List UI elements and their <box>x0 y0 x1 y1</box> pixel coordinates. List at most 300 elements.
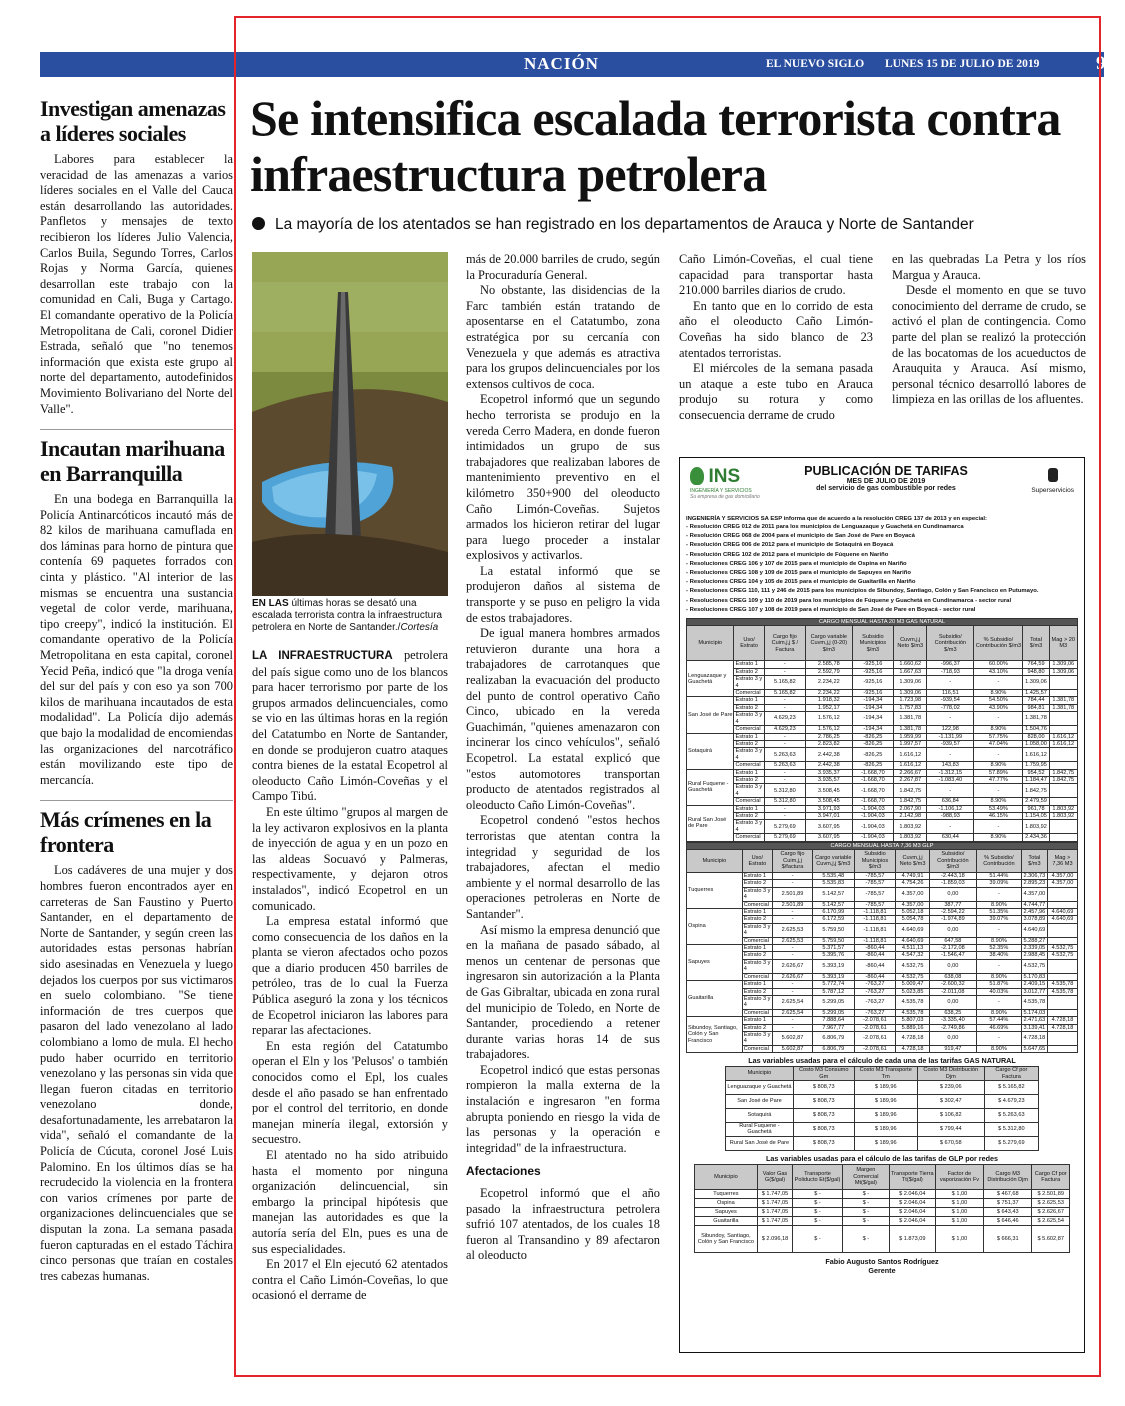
table-cell: - <box>772 880 812 887</box>
table-cell: - <box>772 873 812 880</box>
table-cell: Estrato 2 <box>742 916 772 923</box>
table-cell: 948,80 <box>1023 668 1049 675</box>
table-header-cell: Cargo variable Cuvm,j,j (0-20) $/m3 <box>806 626 853 661</box>
table-cell: - <box>764 805 805 812</box>
table-cell <box>1047 923 1077 937</box>
table-cell: -1.118,81 <box>854 937 896 944</box>
table-cell: 0,00 <box>929 995 976 1009</box>
table-header-cell: Subsidio/ Contribución $/m3 <box>929 850 976 873</box>
table-row <box>687 820 1078 834</box>
table-cell: $ 189,96 <box>854 1080 917 1094</box>
table-cell: $ - <box>793 1207 843 1216</box>
table-cell: Comercial <box>734 690 764 697</box>
table-row <box>687 697 1078 704</box>
table-header-cell: Cuvm,j,j Neto $/m3 <box>894 626 927 661</box>
table-cell: 46.15% <box>974 812 1023 819</box>
table-cell: 5.279,69 <box>764 834 805 841</box>
table-header-cell: Transporte Poliducto Et($/gal) <box>793 1164 843 1189</box>
brief-1-body: Labores para establecer la veracidad de las amenazas a varios líderes sociales en el Valle del Cauca están desarrollando las autoridades. Panfletos y mensajes de texto recibieron los líderes Julio Valencia, Carlos Buila, Segundo Torres, Carlos Rojas y Norma García, quienes desarrollan este trabajo con la comunidad en Cali, Buga y Cartago. El comandante operativo de la Policía Metropolitana de Cali, coronel Didier Estrada, señaló que "no tenemos información que exista este grupo al norte del departamento, autodefinidos Movimiento Bolivariano del Norte del Valle". <box>40 152 233 416</box>
table-cell: 2.409,15 <box>1021 981 1047 988</box>
table-cell: 4.728,18 <box>1047 1017 1077 1024</box>
table-cell: $ 751,37 <box>984 1198 1032 1207</box>
table-header-cell: Cargo M3 Distribución Djm <box>984 1164 1032 1189</box>
table-cell: $ - <box>842 1216 889 1225</box>
table-cell: - <box>974 748 1023 762</box>
table-cell: -1.904,03 <box>852 820 894 834</box>
table-cell: Lenguazaque y Guachetá <box>687 661 734 697</box>
table-cell: $ - <box>793 1198 843 1207</box>
table-row <box>687 1017 1078 1024</box>
column-2-subhead: Afectaciones <box>466 1164 541 1179</box>
table-header-cell: Uso/ Estrato <box>742 850 772 873</box>
main-headline: Se intensifica escalada terrorista contra infraestructura petrolera <box>250 90 1061 202</box>
table-cell: $ 808,73 <box>793 1094 854 1108</box>
table-cell: $ 2.046,04 <box>889 1189 935 1198</box>
table-cell: -2.749,86 <box>929 1024 976 1031</box>
table-cell: $ - <box>793 1216 843 1225</box>
table-cell: $ 5.312,80 <box>984 1122 1038 1136</box>
table-cell: 51.87% <box>977 981 1022 988</box>
table-header-cell: % Subsidio/ Contribución $/m3 <box>974 626 1023 661</box>
table-header-cell: Municipio <box>687 850 743 873</box>
ad-title-block <box>786 464 986 492</box>
table-cell: Comercial <box>734 834 764 841</box>
column-1-paragraph: La empresa estatal informó que como consecuencia de los daños en la planta se vieron afectados ocho pozos que a diario producen 450 barriles de petróleo, tras de lo cual la Fuerza Pública aseguró la zona y los técnicos de Ecopetrol iniciaron las labores para reparar las afectaciones. <box>252 914 448 1038</box>
table-cell: -2.594,22 <box>929 909 976 916</box>
table-cell: -1.118,81 <box>854 916 896 923</box>
table-cell: 4.629,23 <box>764 726 805 733</box>
table-cell: 5.535,48 <box>813 873 855 880</box>
table-cell: 47.77% <box>974 776 1023 783</box>
table-cell: -1.106,12 <box>927 805 974 812</box>
table-cell <box>1049 784 1077 798</box>
table-cell: 2.339,05 <box>1021 945 1047 952</box>
table-cell: 1.616,12 <box>1049 740 1077 747</box>
table-cell: -1.546,47 <box>929 952 976 959</box>
table-cell: - <box>927 748 974 762</box>
table-cell: 47.04% <box>974 740 1023 747</box>
table-cell: $ 1.747,05 <box>757 1216 792 1225</box>
superservicios-icon <box>1048 468 1058 482</box>
table-cell: - <box>764 776 805 783</box>
table-cell: $ 2.501,89 <box>1032 1189 1070 1198</box>
table-cell: $ 302,47 <box>917 1094 984 1108</box>
table-cell: 1.425,57 <box>1023 690 1049 697</box>
table-cell: 1.381,78 <box>1049 697 1077 704</box>
table-cell: - <box>974 676 1023 690</box>
column-1-paragraph: En este último "grupos al margen de la ley activaron explosivos en la planta de inyección de agua y en un pozo en las aldeas Socuavó y Palmeras, respectivamente, y dejaron otros instalados", indicó Ecopetrol en un comunicado. <box>252 804 448 913</box>
table-header-cell: Subsidio Municipios $/m3 <box>854 850 896 873</box>
table-cell: - <box>974 712 1023 726</box>
table-cell: 57.89% <box>974 769 1023 776</box>
table-cell: 143,83 <box>927 762 974 769</box>
table-cell: 1.660,62 <box>894 661 927 668</box>
brief-3-body: Los cadáveres de una mujer y dos hombres fueron encontrados ayer en carreteras de San Faustino y Puerto Santander, en el departamento de Norte de Santander, y según creen las autoridades estas personas habrían sido asesinadas en Venezuela y luego dejados los cuerpos por sus victimaros en suelo colombiano. "Se tiene información de tres cuerpos que pasaron del lado venezolano al lado colombiano a lomo de mula. El hecho pudo haber ocurrido en territorio venezolano y las personas sin vida que llegan fueron citadas en territorio venezolano donde, desafortunadamente, les arrebataron la vida", señaló el comandante de la Policía de Cúcuta, coronel José Luis Palomino. En los últimos días se ha recrudecido la violencia en la frontera con varios crímenes por parte de organizaciones delincuenciales que se disputan la zona. La semana pasada fueron capturadas en el estado Táchira cinco personas que traían en costales tres cabezas humanas. <box>40 863 233 1283</box>
table-cell: 39.07% <box>977 916 1022 923</box>
table-row <box>687 661 1078 668</box>
table-header-cell: Costo M3 Consumo Gm <box>793 1067 854 1081</box>
table-cell: - <box>977 1031 1022 1045</box>
table-cell: 3.508,45 <box>806 784 853 798</box>
table-row <box>687 1031 1078 1045</box>
table-cell: 1.184,47 <box>1023 776 1049 783</box>
table-header-cell: Valor Gas G($/gal) <box>757 1164 792 1189</box>
table-cell: $ 1.747,05 <box>757 1207 792 1216</box>
table-cell: 8.90% <box>977 1045 1022 1052</box>
table-cell: -2.078,61 <box>854 1045 896 1052</box>
table-cell: Estrato 2 <box>734 704 764 711</box>
table-cell: 2.442,38 <box>806 762 853 769</box>
table-row <box>687 923 1078 937</box>
table-cell: 2.142,98 <box>894 812 927 819</box>
table-row <box>687 901 1078 908</box>
table-cell: 5.165,82 <box>764 676 805 690</box>
table-cell: 5.889,16 <box>896 1024 929 1031</box>
table-row <box>687 1045 1078 1052</box>
table-cell: 2.626,67 <box>772 973 812 980</box>
table-header-cell: Costo M3 Distribución Djm <box>917 1067 984 1081</box>
table-cell: - <box>927 676 974 690</box>
table-cell <box>1047 937 1077 944</box>
table-cell: Estrato 3 y 4 <box>735 676 763 689</box>
table-cell: 8.90% <box>977 937 1022 944</box>
table-cell: - <box>927 820 974 834</box>
table-cell: Comercial <box>742 973 772 980</box>
table-header-cell: Cargo fijo Cuim,j,j $ / Factura <box>764 626 805 661</box>
table-cell: - <box>764 697 805 704</box>
table-cell: 2.234,22 <box>806 676 853 690</box>
regulation-item: - Resoluciones CREG 106 y 107 de 2015 para el municipio de Ospina en Nariño <box>686 560 907 567</box>
table-cell: -1.668,70 <box>852 776 894 783</box>
table-cell: 2.625,54 <box>772 1009 812 1016</box>
table-row <box>694 1216 1069 1225</box>
table-row <box>687 740 1078 747</box>
table-cell: 4.532,75 <box>896 973 929 980</box>
table-cell: Ospina <box>694 1198 757 1207</box>
table-cell: Estrato 1 <box>742 873 772 880</box>
table-cell: -785,57 <box>854 887 896 901</box>
table-cell <box>1049 748 1077 762</box>
table-cell: $ - <box>842 1225 889 1252</box>
table-cell: 984,81 <box>1023 704 1049 711</box>
table-row <box>687 937 1078 944</box>
table-cell: Estrato 3 y 4 <box>743 887 771 901</box>
table-caption: CARGO MENSUAL HASTA 7,36 M3 GLP <box>687 842 1078 849</box>
table-cell: 2.823,82 <box>806 740 853 747</box>
table-cell: -939,57 <box>927 740 974 747</box>
table-cell: 5.535,83 <box>813 880 855 887</box>
table-cell: 1.842,75 <box>1049 776 1077 783</box>
variables-gas-caption: Las variables usadas para el cálculo de cada una de las tarifas GAS NATURAL <box>748 1056 1016 1066</box>
table-cell: 2.786,25 <box>806 733 853 740</box>
brief-3-title: Más crímenes en la frontera <box>40 807 212 858</box>
table-cell: Comercial <box>742 1009 772 1016</box>
table-row <box>687 873 1078 880</box>
table-cell <box>1047 887 1077 901</box>
pipeline-photo <box>252 252 448 596</box>
table-cell: Estrato 1 <box>734 697 764 704</box>
table-cell: 53.49% <box>974 805 1023 812</box>
table-cell: 5.263,63 <box>764 748 805 762</box>
table-cell: 1.381,78 <box>894 712 927 726</box>
table-cell: 1.803,92 <box>894 834 927 841</box>
gas-natural-tariff-table <box>686 618 1078 842</box>
table-cell: 2.266,67 <box>894 769 927 776</box>
table-cell: -860,44 <box>854 959 896 973</box>
regulation-item: - Resoluciones CREG 104 y 105 de 2015 para el municipio de Guaitarilla en Nariño <box>686 579 916 586</box>
table-header-cell: Municipio <box>694 1164 757 1189</box>
table-cell: -1.118,81 <box>854 909 896 916</box>
brief-divider <box>40 800 233 801</box>
table-cell: 1.616,12 <box>1023 748 1049 762</box>
table-cell: Comercial <box>742 937 772 944</box>
table-cell <box>1047 959 1077 973</box>
table-cell: 5.023,85 <box>896 988 929 995</box>
table-cell: 961,78 <box>1023 805 1049 812</box>
table-cell: - <box>977 959 1022 973</box>
table-cell: 2.988,45 <box>1021 952 1047 959</box>
table-cell: 1.759,95 <box>1023 762 1049 769</box>
table-cell: $ 2.046,04 <box>889 1207 935 1216</box>
table-row <box>726 1122 1039 1136</box>
table-cell: 5.371,57 <box>813 945 855 952</box>
table-cell: 8.90% <box>974 690 1023 697</box>
table-header-cell: Total $/m3 <box>1023 626 1049 661</box>
table-cell: - <box>974 784 1023 798</box>
table-cell: 2.625,53 <box>772 937 812 944</box>
caption-lead: EN LAS <box>252 598 289 609</box>
table-cell <box>1049 712 1077 726</box>
table-cell: 1.381,78 <box>1023 712 1049 726</box>
table-cell: 828,00 <box>1023 733 1049 740</box>
table-cell: 4.754,26 <box>896 880 929 887</box>
table-cell: 60.00% <box>974 661 1023 668</box>
table-cell: 1.616,12 <box>894 748 927 762</box>
table-header-cell: Costo M3 Transporte Tm <box>854 1067 917 1081</box>
table-cell: - <box>772 981 812 988</box>
table-row <box>687 887 1078 901</box>
table-cell: 4.535,78 <box>1047 988 1077 995</box>
article-column-1 <box>252 648 448 1304</box>
column-3-paragraph: El miércoles de la semana pasada un ataque a este tubo en Arauca produjo su rotura y como consecuencia derrame de crudo <box>679 361 873 422</box>
table-cell: $ 2.046,04 <box>889 1198 935 1207</box>
flame-icon <box>690 467 704 485</box>
table-cell: 8.90% <box>974 762 1023 769</box>
table-cell: -763,27 <box>854 988 896 995</box>
table-cell <box>1049 726 1077 733</box>
table-cell: Estrato 1 <box>734 769 764 776</box>
table-cell: Sotaquirá <box>726 1108 794 1122</box>
table-cell: $ 2.096,18 <box>757 1225 792 1252</box>
table-row <box>687 704 1078 711</box>
table-cell: Estrato 3 y 4 <box>735 820 763 833</box>
column-1-lead: LA INFRAESTRUCTURA <box>252 650 393 662</box>
column-2-paragraph: más de 20.000 barriles de crudo, según la Procuraduría General. <box>466 252 660 282</box>
signer-name: Fabio Augusto Santos Rodríguez <box>825 1256 939 1266</box>
table-row <box>687 762 1078 769</box>
column-1-paragraph: petrolera del país sigue como uno de los blancos para hacer terrorismo por parte de los grupos armados delincuenciales, como se vio en las últimas horas en la región del Catatumbo en Norte de Santander, en donde se produjeron cuatro ataques contra bienes de la estatal Ecopetrol al oleoducto Caño Limón-Coveñas y el Campo Tibú. <box>252 648 448 804</box>
table-cell: $ 1.873,09 <box>889 1225 935 1252</box>
table-cell: Estrato 1 <box>742 1017 772 1024</box>
table-cell: $ 1,00 <box>935 1189 983 1198</box>
table-cell: $ 799,44 <box>917 1122 984 1136</box>
column-2-paragraph: De igual manera hombres armados retuvieron durante una hora a trabajadores de carrotanques que realizaban la evacuación del producto del punto de control operativo Caño Cinco, ubicado en la vereda Guachimán, "quienes amenazaron con incinerar los cinco vehículos", señaló Ecopetrol. La estatal explicó que "estos automotores transportan producto de atentados registrados al oleoducto Caño Limón-Coveñas". <box>466 626 660 812</box>
table-cell: 4.357,00 <box>1021 887 1047 901</box>
table-cell: $ 189,96 <box>854 1122 917 1136</box>
table-cell: -2.600,32 <box>929 981 976 988</box>
table-cell <box>1049 834 1077 841</box>
table-cell: 5.165,82 <box>764 690 805 697</box>
table-cell: -826,25 <box>852 762 894 769</box>
table-header-cell: Uso/ Estrato <box>734 626 764 661</box>
table-cell: - <box>764 769 805 776</box>
table-cell: -826,25 <box>852 740 894 747</box>
table-cell: $ - <box>842 1207 889 1216</box>
table-cell: - <box>974 820 1023 834</box>
gas-natural-variables-table <box>725 1066 1039 1151</box>
ad-subtitle-2: del servicio de gas combustible por redes <box>816 485 956 492</box>
table-row <box>687 952 1078 959</box>
table-cell: - <box>772 952 812 959</box>
column-1-paragraph: El atentado no ha sido atribuido hasta el momento por ninguna organización delincuencial, sin embargo la principal hipótesis que manejan las autoridades es que la autoría sería del Eln, pues es una de sus especialidades. <box>252 1148 448 1256</box>
table-cell: 4.535,78 <box>896 1009 929 1016</box>
table-cell: $ 1,00 <box>935 1198 983 1207</box>
table-cell: $ 189,96 <box>854 1108 917 1122</box>
table-cell: -860,44 <box>854 945 896 952</box>
column-2-paragraph: Ecopetrol condenó "estos hechos terroristas que atentan contra la integridad y seguridad de los trabajadores, afectan el medio ambiente y el normal desarrollo de las operaciones petroleras en Norte de Santander". <box>466 813 660 921</box>
table-cell: - <box>764 661 805 668</box>
table-cell: 2.306,73 <box>1021 873 1047 880</box>
brief-1-title: Investigan amenazas a líderes sociales <box>40 96 226 146</box>
table-cell: 4.357,00 <box>1047 880 1077 887</box>
table-cell: -1.312,15 <box>927 769 974 776</box>
table-cell: -2.078,61 <box>854 1031 896 1045</box>
table-cell: -860,44 <box>854 952 896 959</box>
table-cell: Estrato 1 <box>742 909 772 916</box>
table-cell: Sotaquirá <box>687 733 734 769</box>
caption-credit: Cortesía <box>400 622 439 633</box>
table-cell: Sapuyes <box>687 945 743 981</box>
table-cell: 2.442,38 <box>806 748 853 762</box>
table-cell: 8.90% <box>977 901 1022 908</box>
table-cell: -826,25 <box>852 733 894 740</box>
table-cell: $ 2.625,54 <box>1032 1216 1070 1225</box>
table-cell: 764,59 <box>1023 661 1049 668</box>
table-cell: $ 808,73 <box>793 1122 854 1136</box>
issue-date: LUNES 15 DE JULIO DE 2019 <box>885 58 1040 70</box>
table-cell: 4.532,75 <box>896 959 929 973</box>
table-cell: Comercial <box>734 798 764 805</box>
table-cell: - <box>772 945 812 952</box>
table-cell: Estrato 2 <box>742 952 772 959</box>
article-column-3 <box>679 252 873 424</box>
table-cell: 8.90% <box>977 973 1022 980</box>
table-cell: 8.90% <box>974 726 1023 733</box>
table-cell: -1.859,03 <box>929 880 976 887</box>
table-cell: 1.959,99 <box>894 733 927 740</box>
table-cell: -996,37 <box>927 661 974 668</box>
table-cell: 1.997,57 <box>894 740 927 747</box>
table-cell: 4.640,69 <box>1047 916 1077 923</box>
table-cell: 1.723,98 <box>894 697 927 704</box>
table-cell: 1.757,83 <box>894 704 927 711</box>
article-column-2 <box>466 252 660 1264</box>
table-cell: 1.616,12 <box>894 762 927 769</box>
table-row <box>687 676 1078 690</box>
table-cell: 5.052,18 <box>896 909 929 916</box>
table-cell: - <box>764 812 805 819</box>
table-cell: -3.335,40 <box>929 1017 976 1024</box>
table-cell: 122,98 <box>927 726 974 733</box>
table-cell: 4.640,69 <box>1047 909 1077 916</box>
table-cell: 5.647,65 <box>1021 1045 1047 1052</box>
table-cell <box>1049 676 1077 690</box>
table-cell: $ 189,96 <box>854 1136 917 1150</box>
table-cell: $ 5.263,63 <box>984 1108 1038 1122</box>
table-row <box>687 798 1078 805</box>
table-cell: Estrato 2 <box>742 1024 772 1031</box>
table-row <box>687 776 1078 783</box>
table-cell: -194,34 <box>852 726 894 733</box>
table-cell: Lenguazaque y Guachetá <box>726 1080 794 1094</box>
table-cell: 4.728,18 <box>896 1045 929 1052</box>
table-cell: 57.44% <box>977 1017 1022 1024</box>
table-cell: $ 808,73 <box>793 1108 854 1122</box>
table-cell: - <box>772 1024 812 1031</box>
table-cell: Estrato 2 <box>742 988 772 995</box>
table-header-cell: % Subsidio/ Contribución <box>977 850 1022 873</box>
table-cell: Estrato 3 y 4 <box>735 784 763 797</box>
column-2-paragraph: Ecopetrol indicó que estas personas rompieron la malla externa de la instalación e ingresaron "en forma abrupta poniendo en riesgo la vida de las personas y la operación e integridad" de la infraestructura. <box>466 1062 660 1155</box>
table-row <box>687 909 1078 916</box>
table-cell: 1.803,92 <box>1049 805 1077 812</box>
table-row <box>687 748 1078 762</box>
table-cell: Tuquerres <box>694 1189 757 1198</box>
table-row <box>694 1207 1069 1216</box>
table-cell: Tuquerres <box>687 873 743 909</box>
table-cell: 3.012,77 <box>1021 988 1047 995</box>
table-cell: Estrato 2 <box>734 740 764 747</box>
table-header-cell: Cuvm,j,j Neto $/m3 <box>896 850 929 873</box>
table-cell: 40.03% <box>977 988 1022 995</box>
table-cell: $ 189,96 <box>854 1094 917 1108</box>
table-cell: 1.309,06 <box>894 676 927 690</box>
table-cell: -2.078,61 <box>854 1024 896 1031</box>
table-cell: 1.309,06 <box>1049 661 1077 668</box>
table-cell: -778,02 <box>927 704 974 711</box>
deck-line <box>252 216 1102 234</box>
ad-subtitle: MES DE JULIO DE 2019 <box>846 478 926 485</box>
table-cell: 3.139,41 <box>1021 1024 1047 1031</box>
table-cell: 2.585,78 <box>806 661 853 668</box>
table-cell: 57.75% <box>974 733 1023 740</box>
table-cell: $ - <box>793 1189 843 1198</box>
table-cell: 5.170,83 <box>1021 973 1047 980</box>
table-cell: -1.668,70 <box>852 798 894 805</box>
table-header-cell: Municipio <box>687 626 734 661</box>
table-cell: 636,84 <box>927 798 974 805</box>
regulation-item: - Resolución CREG 006 de 2012 para el municipio de Sotaquirá en Boyacá <box>686 542 894 549</box>
table-header-cell: Municipio <box>726 1067 794 1081</box>
table-cell: -718,93 <box>927 668 974 675</box>
table-caption: CARGO MENSUAL HASTA 20 M3 GAS NATURAL <box>687 619 1078 626</box>
table-cell: 4.535,78 <box>896 995 929 1009</box>
table-cell: 5.772,74 <box>813 981 855 988</box>
glp-tariff-table <box>686 842 1078 1054</box>
table-cell: 6.806,79 <box>813 1031 855 1045</box>
table-cell: 5.299,05 <box>813 995 855 1009</box>
table-row <box>687 690 1078 697</box>
